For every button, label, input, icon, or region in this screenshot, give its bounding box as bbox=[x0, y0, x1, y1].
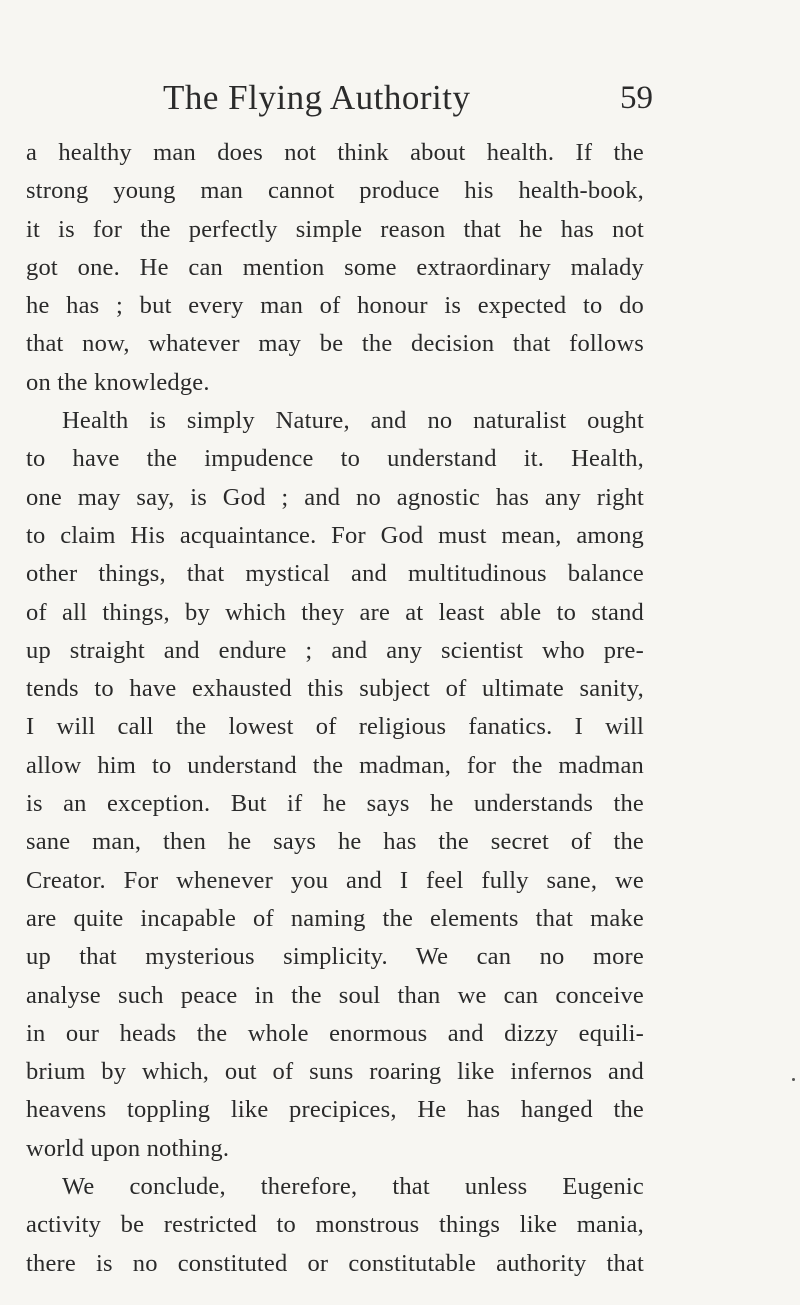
text-line: up straight and endure ; and any scientist who pre- bbox=[26, 636, 644, 664]
running-head bbox=[163, 78, 653, 128]
text-line: is an exception. But if he says he understands the bbox=[26, 790, 644, 818]
text-line: he has ; but every man of honour is expected to do bbox=[26, 292, 644, 320]
text-line: one may say, is God ; and no agnostic has any right bbox=[26, 483, 644, 511]
body-text bbox=[26, 134, 644, 1283]
text-line: allow him to understand the madman, for the madman bbox=[26, 751, 644, 779]
running-title: The Flying Authority bbox=[163, 78, 471, 117]
text-line: heavens toppling like precipices, He has hanged the bbox=[26, 1096, 644, 1124]
text-line: strong young man cannot produce his health-book, bbox=[26, 177, 644, 205]
text-line: activity be restricted to monstrous things like mania, bbox=[26, 1211, 644, 1239]
text-line: world upon nothing. bbox=[26, 1134, 230, 1162]
paragraph-start-line: We conclude, therefore, that unless Eugenic bbox=[62, 1173, 644, 1201]
text-line: Creator. For whenever you and I feel fully sane, we bbox=[26, 866, 644, 894]
text-line: there is no constituted or constitutable authority that bbox=[26, 1249, 644, 1277]
text-line: on the knowledge. bbox=[26, 368, 210, 396]
text-line: other things, that mystical and multitudinous balance bbox=[26, 560, 644, 588]
text-line: to claim His acquaintance. For God must mean, among bbox=[26, 521, 644, 549]
text-line: I will call the lowest of religious fanatics. I will bbox=[26, 713, 644, 741]
text-line: it is for the perfectly simple reason that he has not bbox=[26, 215, 644, 243]
text-line: of all things, by which they are at least able to stand bbox=[26, 598, 644, 626]
text-line: that now, whatever may be the decision that follows bbox=[26, 330, 644, 358]
text-line: brium by which, out of suns roaring like infernos and bbox=[26, 1058, 644, 1086]
text-line: tends to have exhausted this subject of ultimate sanity, bbox=[26, 675, 644, 703]
text-line: are quite incapable of naming the elements that make bbox=[26, 904, 644, 932]
page-number: 59 bbox=[620, 80, 653, 116]
text-line: up that mysterious simplicity. We can no more bbox=[26, 943, 644, 971]
text-line: to have the impudence to understand it. Health, bbox=[26, 445, 644, 473]
text-line: got one. He can mention some extraordinary malady bbox=[26, 253, 644, 281]
text-line: sane man, then he says he has the secret of the bbox=[26, 828, 644, 856]
stray-ink-mark bbox=[792, 1078, 795, 1081]
text-line: analyse such peace in the soul than we can conceive bbox=[26, 981, 644, 1009]
paragraph-start-line: Health is simply Nature, and no naturalist ought bbox=[62, 407, 644, 435]
text-line: in our heads the whole enormous and dizzy equili- bbox=[26, 1019, 644, 1047]
text-line: a healthy man does not think about health. If the bbox=[26, 139, 644, 166]
